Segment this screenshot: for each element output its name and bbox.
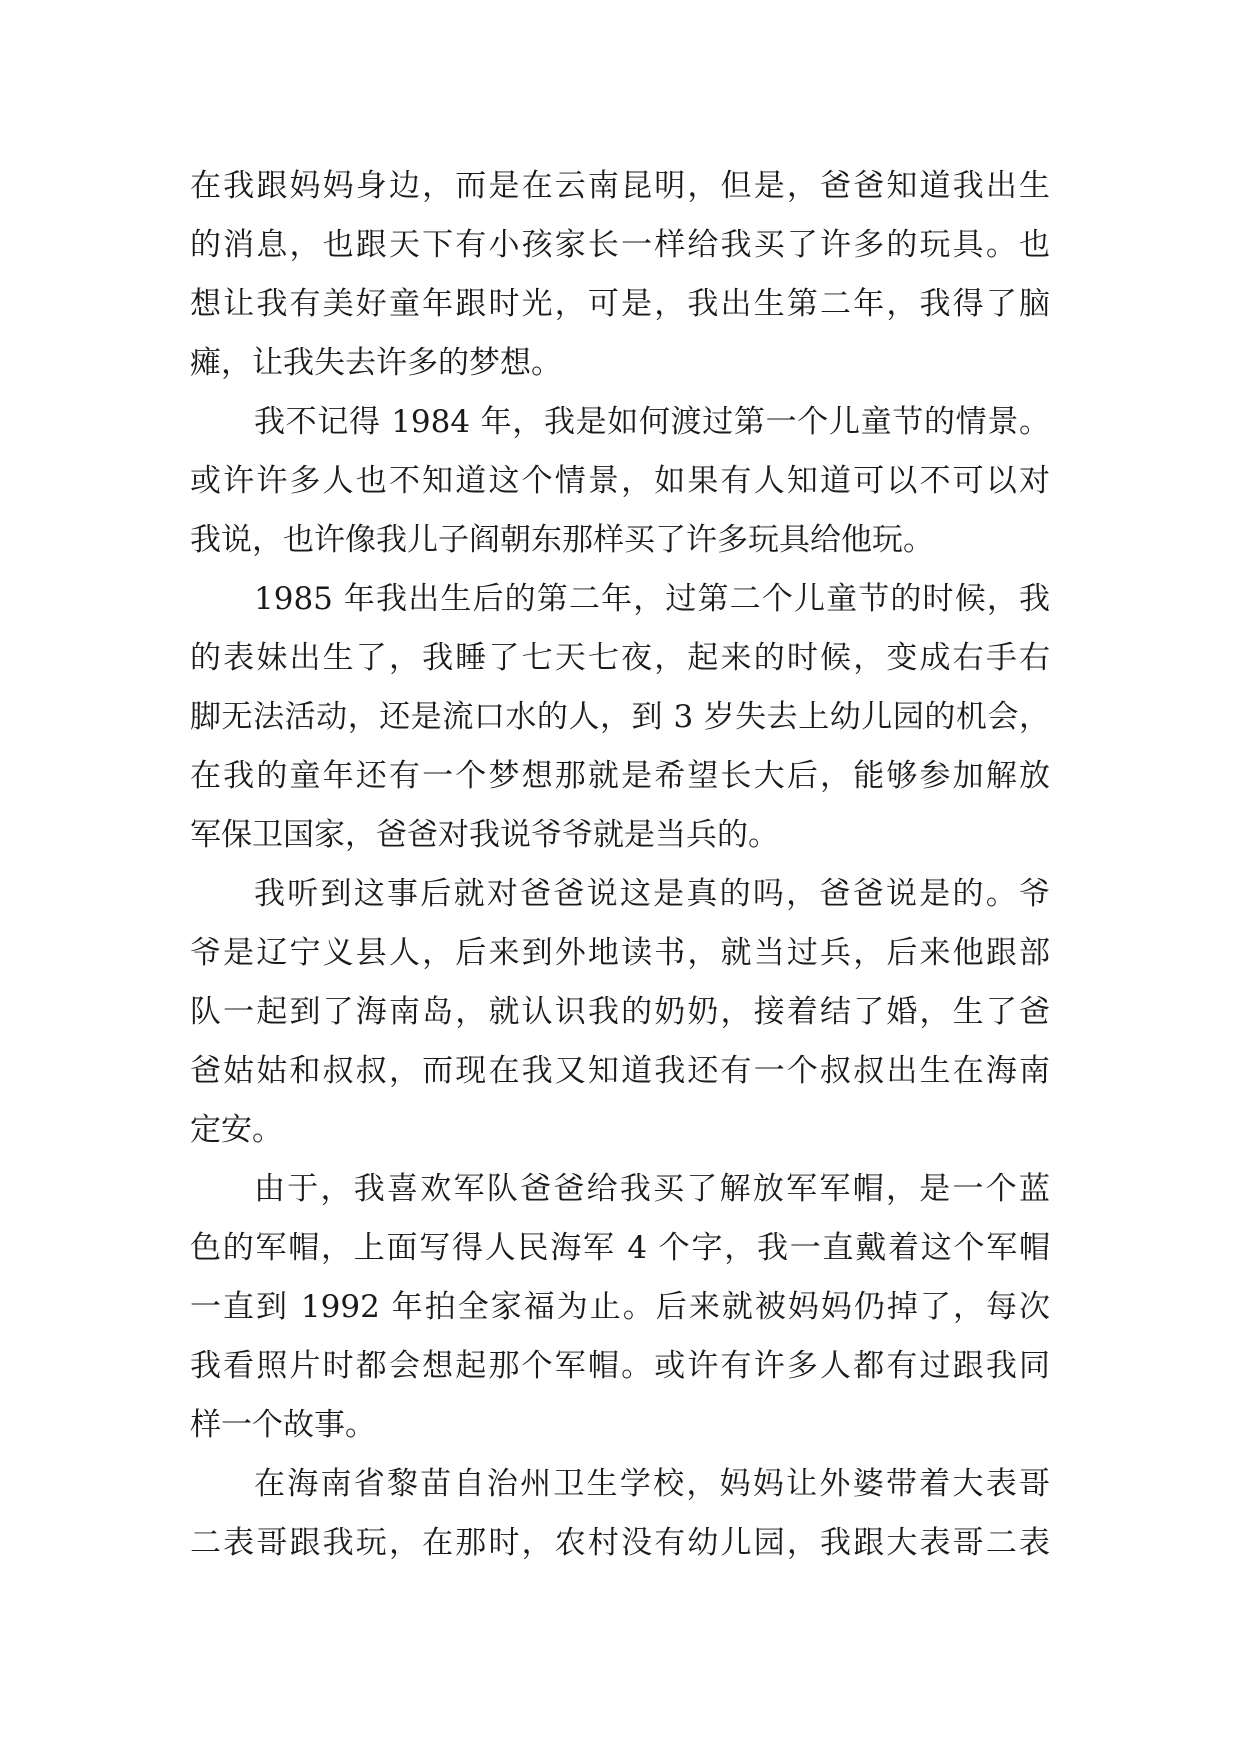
- text-line: 爸姑姑和叔叔，而现在我又知道我还有一个叔叔出生在海南: [190, 1053, 1050, 1089]
- paragraph-first-line: 我不记得 1984 年，我是如何渡过第一个儿童节的情景。: [254, 404, 1050, 440]
- paragraph-first-line: 1985 年我出生后的第二年，过第二个儿童节的时候，我: [254, 581, 1050, 617]
- text-line: 或许许多人也不知道这个情景，如果有人知道可以不可以对: [190, 463, 1050, 499]
- text-line: 瘫，让我失去许多的梦想。: [190, 345, 562, 381]
- text-line: 的表妹出生了，我睡了七天七夜，起来的时候，变成右手右: [190, 640, 1050, 676]
- text-line: 定安。: [190, 1112, 283, 1148]
- text-line: 色的军帽，上面写得人民海军 4 个字，我一直戴着这个军帽: [190, 1230, 1050, 1266]
- paragraph-first-line: 我听到这事后就对爸爸说这是真的吗，爸爸说是的。爷: [254, 876, 1050, 912]
- text-line: 军保卫国家，爸爸对我说爷爷就是当兵的。: [190, 817, 779, 853]
- text-line: 想让我有美好童年跟时光，可是，我出生第二年，我得了脑: [190, 286, 1050, 322]
- paragraph-first-line: 由于，我喜欢军队爸爸给我买了解放军军帽，是一个蓝: [254, 1171, 1050, 1207]
- text-line: 爷是辽宁义县人，后来到外地读书，就当过兵，后来他跟部: [190, 935, 1050, 971]
- text-line: 脚无法活动，还是流口水的人，到 3 岁失去上幼儿园的机会，: [190, 699, 1050, 735]
- text-line: 我看照片时都会想起那个军帽。或许有许多人都有过跟我同: [190, 1348, 1050, 1384]
- text-line: 的消息，也跟天下有小孩家长一样给我买了许多的玩具。也: [190, 227, 1050, 263]
- text-line: 我说，也许像我儿子阎朝东那样买了许多玩具给他玩。: [190, 522, 934, 558]
- text-line: 二表哥跟我玩，在那时，农村没有幼儿园，我跟大表哥二表: [190, 1525, 1050, 1561]
- text-line: 队一起到了海南岛，就认识我的奶奶，接着结了婚，生了爸: [190, 994, 1050, 1030]
- text-line: 在我的童年还有一个梦想那就是希望长大后，能够参加解放: [190, 758, 1050, 794]
- text-line: 一直到 1992 年拍全家福为止。后来就被妈妈仍掉了，每次: [190, 1289, 1050, 1325]
- text-line: 在我跟妈妈身边，而是在云南昆明，但是，爸爸知道我出生: [190, 168, 1050, 204]
- body-text: [190, 157, 1050, 1573]
- paragraph-first-line: 在海南省黎苗自治州卫生学校，妈妈让外婆带着大表哥: [254, 1466, 1050, 1502]
- text-line: 样一个故事。: [190, 1407, 376, 1443]
